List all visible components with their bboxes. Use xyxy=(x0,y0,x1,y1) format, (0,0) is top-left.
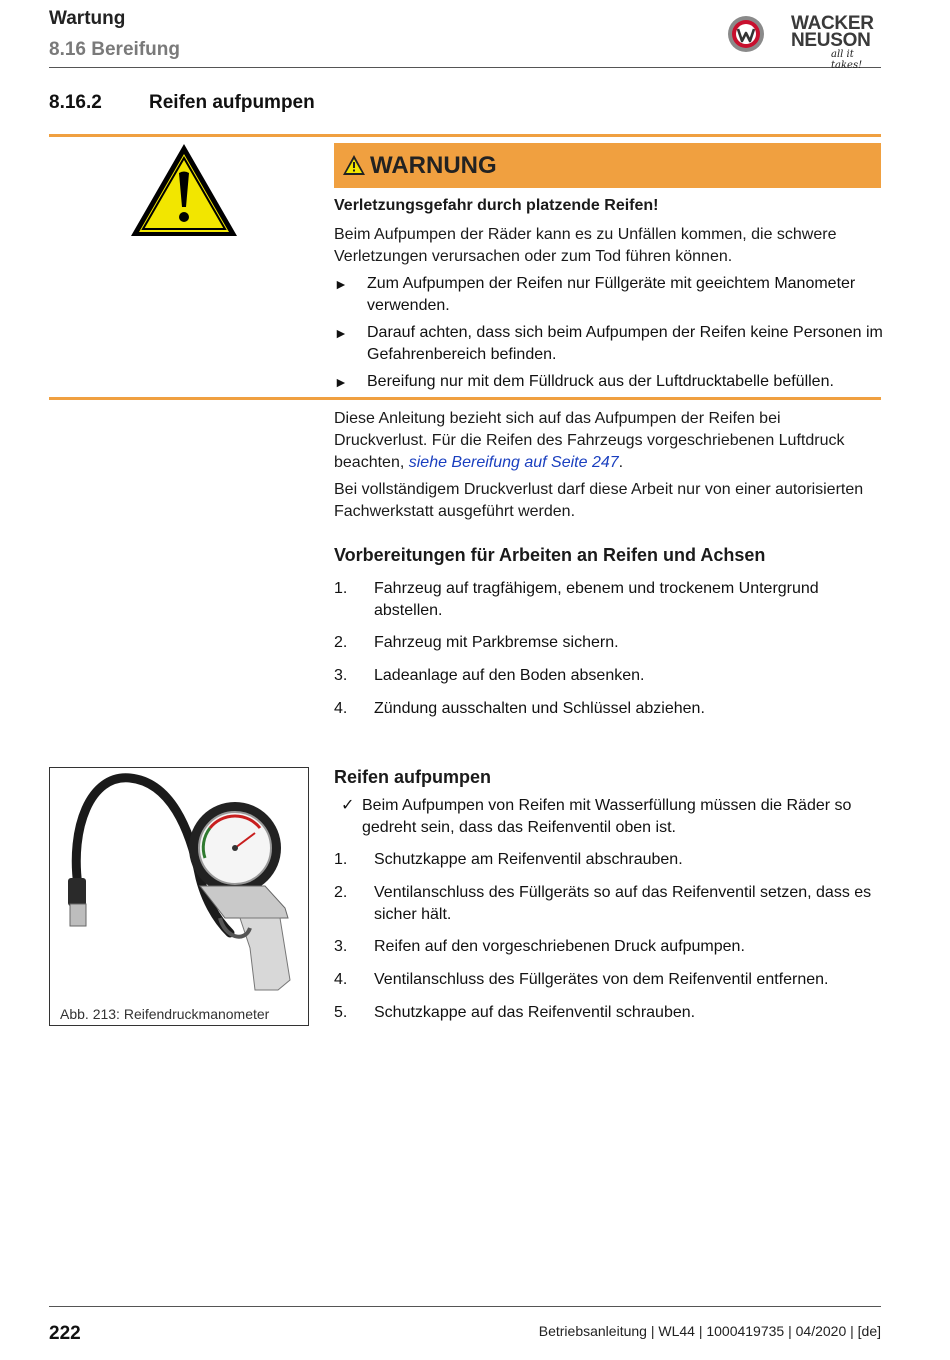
step-number: 2. xyxy=(334,884,348,901)
step-text: Ladeanlage auf den Boden absenken. xyxy=(374,667,645,684)
checkmark-icon: ✓ xyxy=(341,797,355,814)
step-text: Fahrzeug auf tragfähigem, ebenem und trockenem Untergrund abstellen. xyxy=(374,580,819,619)
arrow-bullet-icon: ► xyxy=(334,374,348,390)
arrow-bullet-icon: ► xyxy=(334,325,348,341)
footer-rule xyxy=(49,1306,881,1307)
step-text: Schutzkappe am Reifenventil abschrauben. xyxy=(374,851,683,868)
pump-heading: Reifen aufpumpen xyxy=(334,767,492,787)
warning-bullet-text: Zum Aufpumpen der Reifen nur Füllgeräte mit geeichtem Manometer verwenden. xyxy=(367,275,856,314)
step-text: Fahrzeug mit Parkbremse sichern. xyxy=(374,634,619,651)
page-number: 222 xyxy=(49,1323,81,1344)
step-text: Ventilanschluss des Füllgeräts so auf das Reifenventil setzen, dass es sicher hält. xyxy=(374,884,872,923)
warning-text: Beim Aufpumpen der Räder kann es zu Unfällen kommen, die schwere Verletzungen verursachen oder zum Tod führen können. xyxy=(334,226,837,265)
step-number: 2. xyxy=(334,634,348,651)
step-number: 4. xyxy=(334,700,348,717)
warning-bottom-rule xyxy=(49,397,881,400)
footer-doc-info: Betriebsanleitung | WL44 | 1000419735 | 04/2020 | [de] xyxy=(538,1323,881,1339)
page-header xyxy=(49,6,881,71)
logo-text-neuson: NEUSON xyxy=(791,30,871,51)
step-number: 1. xyxy=(334,851,348,868)
figure-caption: Abb. 213: Reifendruckmanometer xyxy=(60,1006,270,1022)
intro-paragraph-2: Bei vollständigem Druckverlust darf diese Arbeit nur von einer autorisierten Fachwerkstatt ausgeführt werden. xyxy=(334,481,864,520)
warning-banner xyxy=(334,143,881,188)
cross-reference-link[interactable]: siehe Bereifung auf Seite 247 xyxy=(408,454,619,471)
warning-bullet-text: Darauf achten, dass sich beim Aufpumpen der Reifen keine Personen im Gefahrenbereich befinden. xyxy=(367,324,883,363)
wacker-neuson-logo-icon xyxy=(726,14,766,54)
arrow-bullet-icon: ► xyxy=(334,276,348,292)
section-number: 8.16.2 xyxy=(49,92,102,113)
step-text: Reifen auf den vorgeschriebenen Druck aufpumpen. xyxy=(374,938,745,955)
step-number: 3. xyxy=(334,938,348,955)
warning-headline: Verletzungsgefahr durch platzende Reifen! xyxy=(334,197,659,214)
tire-pressure-gauge-illustration xyxy=(50,768,308,1004)
intro-text: Diese Anleitung bezieht sich auf das Aufpumpen der Reifen bei Druckverlust. Für die Reifen des Fahrzeugs vorgeschriebenen Luftdruck beachten, xyxy=(334,410,845,471)
warning-triangle-icon xyxy=(128,141,240,239)
chapter-title: Wartung xyxy=(49,8,126,29)
step-number: 5. xyxy=(334,1004,348,1021)
intro-paragraph xyxy=(334,408,869,474)
step-text: Schutzkappe auf das Reifenventil schrauben. xyxy=(374,1004,696,1021)
step-number: 3. xyxy=(334,667,348,684)
logo-text-wacker: WACKER xyxy=(791,13,874,34)
step-text: Ventilanschluss des Füllgerätes von dem Reifenventil entfernen. xyxy=(374,971,829,988)
figure-tire-gauge xyxy=(49,767,309,1026)
warning-bullet-text: Bereifung nur mit dem Fülldruck aus der Luftdrucktabelle befüllen. xyxy=(367,373,834,390)
step-number: 1. xyxy=(334,580,348,597)
intro-text-end: . xyxy=(618,454,624,471)
warning-top-rule xyxy=(49,134,881,137)
step-number: 4. xyxy=(334,971,348,988)
section-breadcrumb: 8.16 Bereifung xyxy=(49,39,180,60)
step-text: Zündung ausschalten und Schlüssel abziehen. xyxy=(374,700,705,717)
warning-small-icon xyxy=(342,154,366,176)
logo-slogan: all it takes! xyxy=(831,49,863,71)
prep-heading: Vorbereitungen für Arbeiten an Reifen und Achsen xyxy=(334,545,766,565)
warning-label: WARNUNG xyxy=(370,152,497,179)
precondition-text: Beim Aufpumpen von Reifen mit Wasserfüllung müssen die Räder so gedreht sein, dass das Reifenventil oben ist. xyxy=(362,797,852,836)
section-title: Reifen aufpumpen xyxy=(149,92,315,113)
